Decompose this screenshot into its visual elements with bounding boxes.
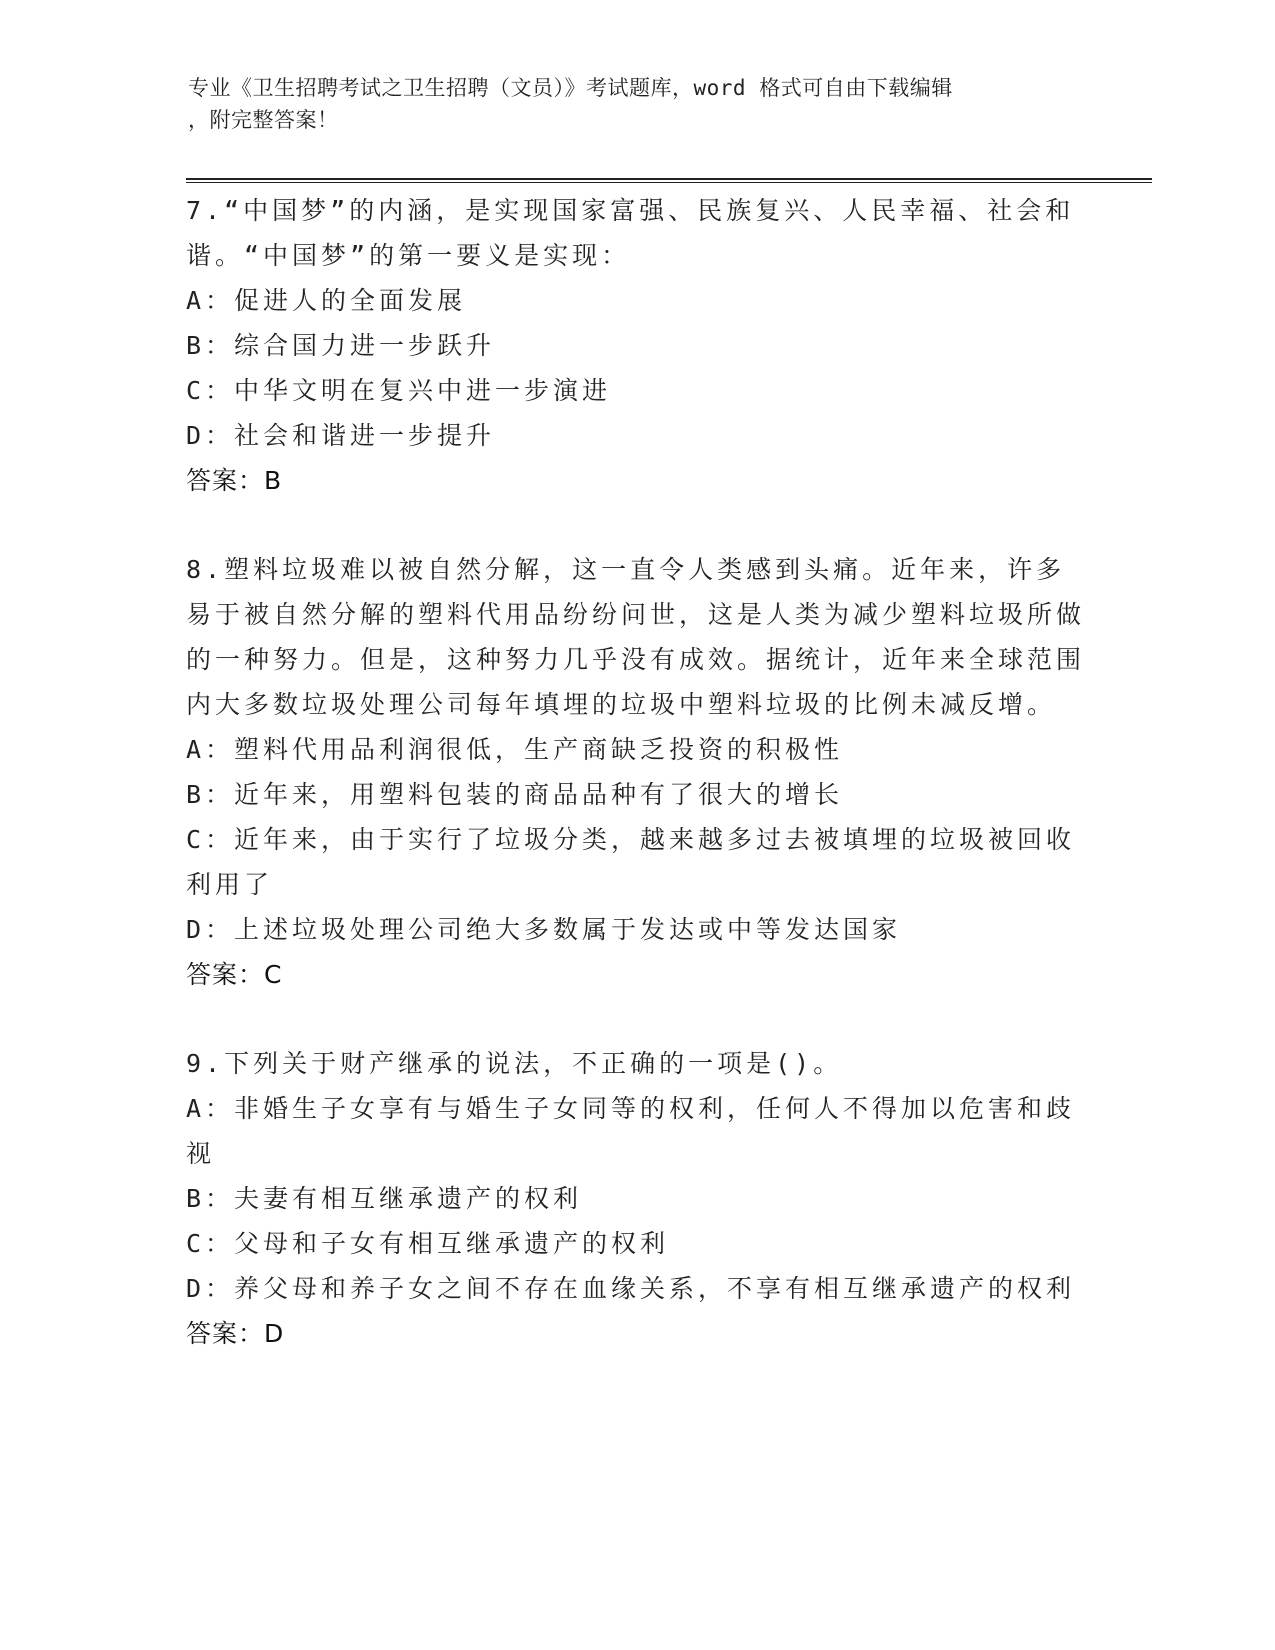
option-d: D：社会和谐进一步提升 <box>186 421 496 450</box>
question-text: 7.“中国梦”的内涵，是实现国家富强、民族复兴、人民幸福、社会和谐。“中国梦”的第一要义是实现： <box>186 196 1075 270</box>
option-a: A：塑料代用品利润很低，生产商缺乏投资的积极性 <box>186 735 844 764</box>
option-c: C：父母和子女有相互继承遗产的权利 <box>186 1229 670 1258</box>
question-7 <box>186 188 1086 503</box>
header-divider-thin <box>186 182 1152 183</box>
question-text: 9.下列关于财产继承的说法，不正确的一项是()。 <box>186 1049 843 1078</box>
option-d: D：上述垃圾处理公司绝大多数属于发达或中等发达国家 <box>186 915 902 944</box>
question-8 <box>186 547 1086 997</box>
question-9 <box>186 1041 1086 1356</box>
question-text: 8.塑料垃圾难以被自然分解，这一直令人类感到头痛。近年来，许多易于被自然分解的塑料代用品纷纷问世，这是人类为减少塑料垃圾所做的一种努力。但是，这种努力几乎没有成效。据统计，近年来全球范围内大多数垃圾处理公司每年填埋的垃圾中塑料垃圾的比例未减反增。 <box>186 555 1086 719</box>
option-c: C：中华文明在复兴中进一步演进 <box>186 376 612 405</box>
header-divider-thick <box>186 178 1152 180</box>
option-c: C：近年来，由于实行了垃圾分类，越来越多过去被填埋的垃圾被回收利用了 <box>186 825 1076 899</box>
question-list <box>186 188 1086 1400</box>
header-line-1: 专业《卫生招聘考试之卫生招聘（文员）》考试题库，word 格式可自由下载编辑 <box>188 76 953 100</box>
answer-label: 答案：C <box>186 960 283 989</box>
answer-label: 答案：D <box>186 1319 285 1348</box>
header-line-2: ，附完整答案！ <box>188 108 339 132</box>
option-d: D：养父母和养子女之间不存在血缘关系，不享有相互继承遗产的权利 <box>186 1274 1076 1303</box>
option-a: A：非婚生子女享有与婚生子女同等的权利，任何人不得加以危害和歧视 <box>186 1094 1076 1168</box>
option-a: A：促进人的全面发展 <box>186 286 467 315</box>
option-b: B：夫妻有相互继承遗产的权利 <box>186 1184 583 1213</box>
answer-label: 答案：B <box>186 466 283 495</box>
option-b: B：近年来，用塑料包装的商品品种有了很大的增长 <box>186 780 844 809</box>
option-b: B：综合国力进一步跃升 <box>186 331 496 360</box>
document-header <box>188 72 1088 136</box>
